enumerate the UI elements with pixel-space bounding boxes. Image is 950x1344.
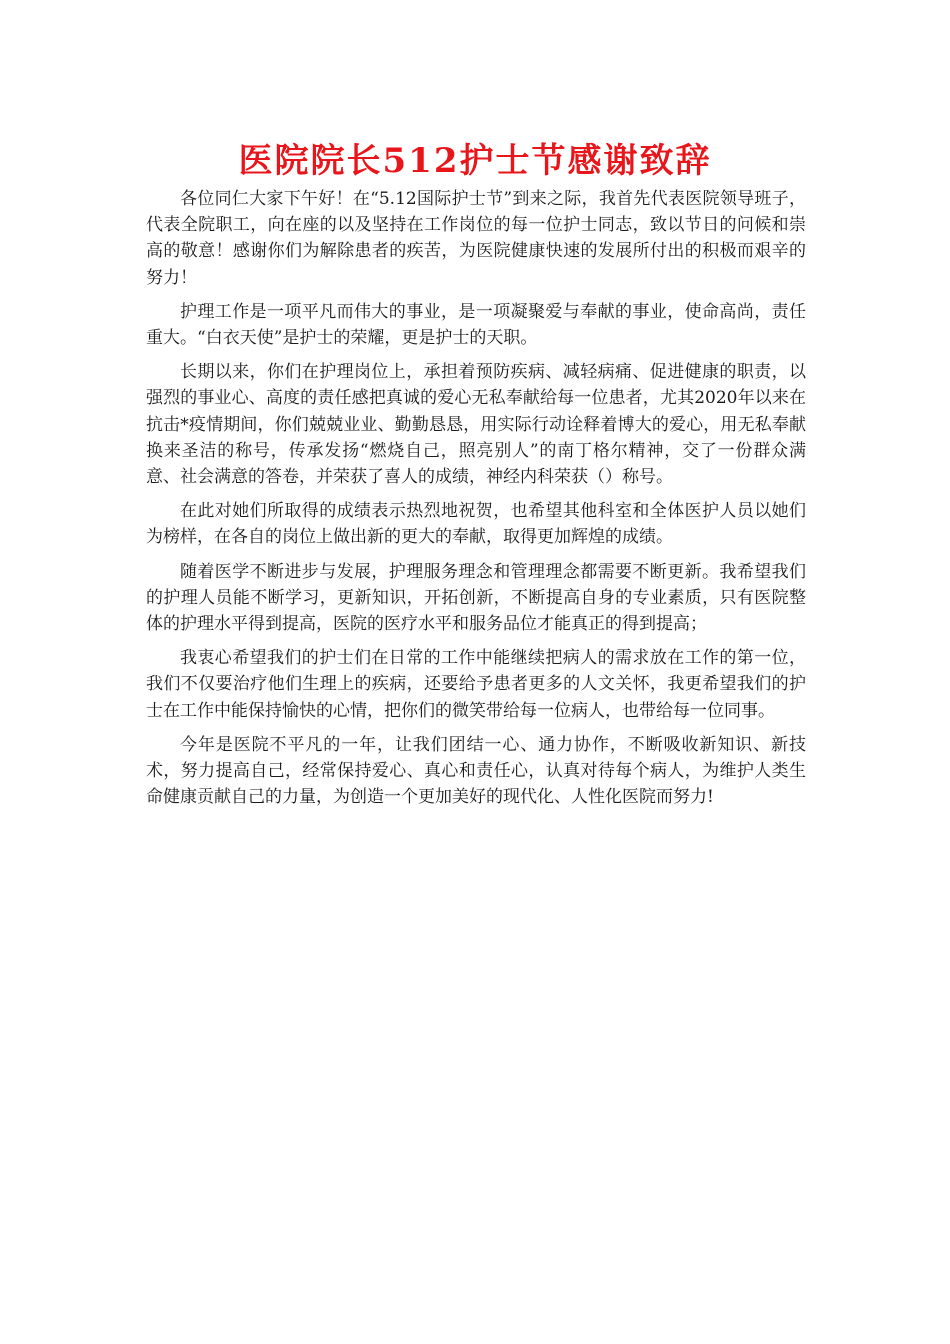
paragraph-nursing-work: 护理工作是一项平凡而伟大的事业，是一项凝聚爱与奉献的事业，使命高尚，责任重大。“白衣天使”是护士的荣耀，更是护士的天职。 xyxy=(146,301,806,349)
paragraph-patient-care: 我衷心希望我们的护士们在日常的工作中能继续把病人的需求放在工作的第一位，我们不仅要治疗他们生理上的疾病，还要给予患者更多的人文关怀，我更希望我们的护士在工作中能保持愉快的心情，把你们的微笑带给每一位病人，也带给每一位同事。 xyxy=(146,648,806,721)
paragraph-greeting: 各位同仁大家下午好！在“5.12国际护士节”到来之际，我首先代表医院领导班子，代表全院职工，向在座的以及坚持在工作岗位的每一位护士同志，致以节日的问候和崇高的敬意！感谢你们为解除患者的疾苦，为医院健康快速的发展所付出的积极而艰辛的努力！ xyxy=(146,189,806,288)
document-title: 医院院长512护士节感谢致辞 xyxy=(238,141,712,181)
paragraph-long-term-service: 长期以来，你们在护理岗位上，承担着预防疾病、减轻病痛、促进健康的职责，以强烈的事业心、高度的责任感把真诚的爱心无私奉献给每一位患者，尤其2020年以来在抗击*疫情期间，你们兢兢业业、勤勤恳恳，用实际行动诠释着博大的爱心，用无私奉献换来圣洁的称号，传承发扬“燃烧自己，照亮别人”的南丁格尔精神，交了一份群众满意、社会满意的答卷，并荣获了喜人的成绩，神经内科荣获（）称号。 xyxy=(146,362,806,488)
paragraph-congratulations: 在此对她们所取得的成绩表示热烈地祝贺，也希望其他科室和全体医护人员以她们为榜样，在各自的岗位上做出新的更大的奉献，取得更加辉煌的成绩。 xyxy=(146,501,806,548)
paragraph-continuous-learning: 随着医学不断进步与发展，护理服务理念和管理理念都需要不断更新。我希望我们的护理人员能不断学习，更新知识，开拓创新，不断提高自身的专业素质，只有医院整体的护理水平得到提高，医院的医疗水平和服务品位才能真正的得到提高； xyxy=(146,561,806,635)
paragraph-closing: 今年是医院不平凡的一年，让我们团结一心、通力协作，不断吸收新知识、新技术，努力提高自己，经常保持爱心、真心和责任心，认真对待每个病人，为维护人类生命健康贡献自己的力量，为创造一个更加美好的现代化、人性化医院而努力! xyxy=(146,734,806,808)
document-body xyxy=(146,186,806,818)
